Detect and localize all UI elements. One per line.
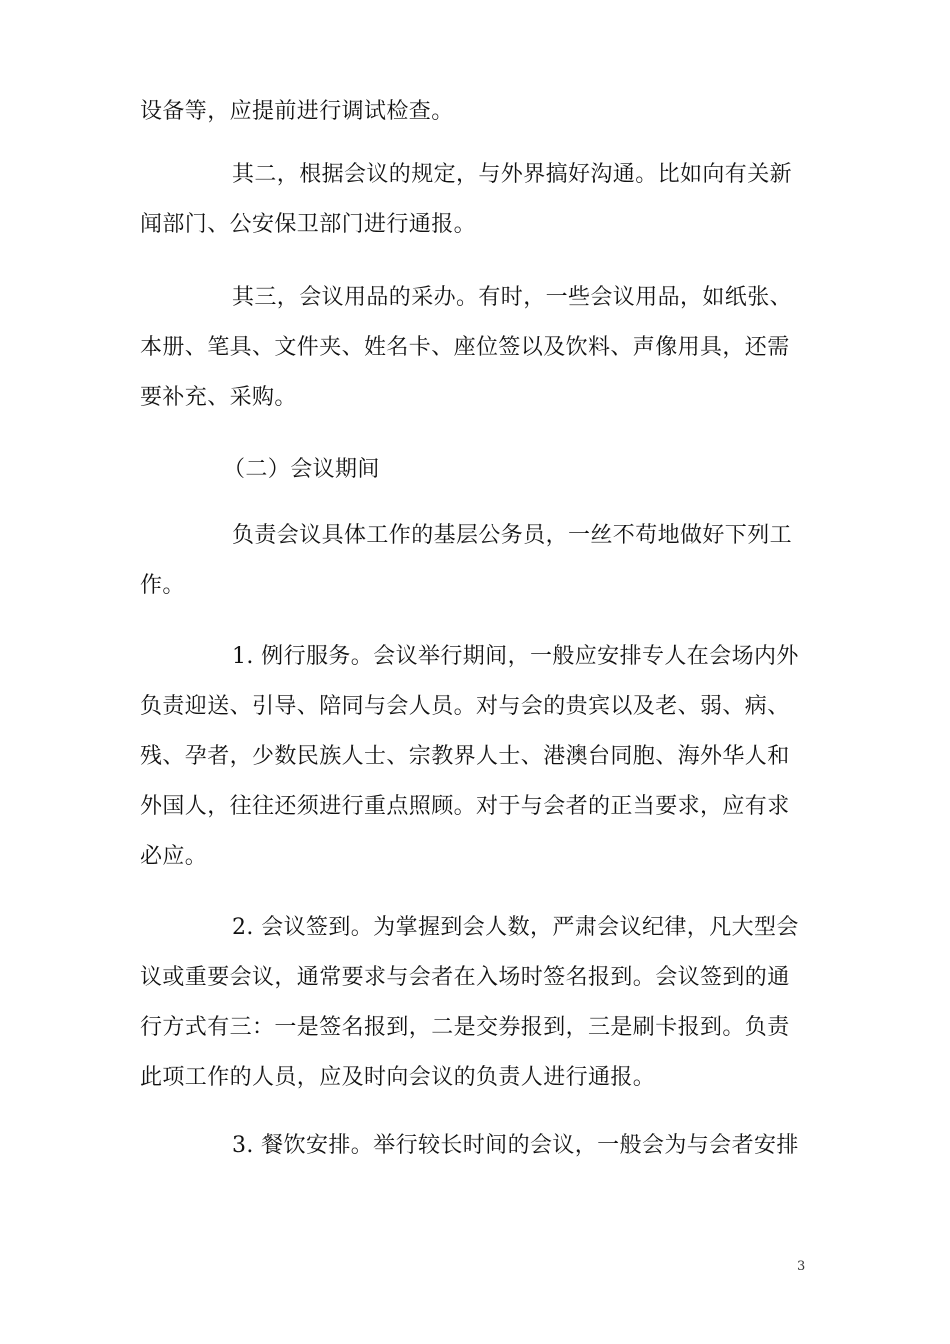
text-line: 残、孕者，少数民族人士、宗教界人士、港澳台同胞、海外华人和 xyxy=(140,744,790,769)
text-line: 作。 xyxy=(140,573,185,598)
text-line: 1. 例行服务。会议举行期间，一般应安排专人在会场内外 xyxy=(232,644,799,669)
text-line: 负责迎送、引导、陪同与会人员。对与会的贵宾以及老、弱、病、 xyxy=(140,694,790,719)
page-number: 3 xyxy=(797,1259,806,1274)
text-line: 此项工作的人员，应及时向会议的负责人进行通报。 xyxy=(140,1065,656,1090)
text-line: 本册、笔具、文件夹、姓名卡、座位签以及饮料、声像用具，还需 xyxy=(140,335,790,360)
text-line: 行方式有三：一是签名报到，二是交券报到，三是刷卡报到。负责 xyxy=(140,1015,790,1040)
text-line: 2. 会议签到。为掌握到会人数，严肃会议纪律，凡大型会 xyxy=(232,915,799,940)
text-line: 设备等，应提前进行调试检查。 xyxy=(140,99,454,124)
text-line: 必应。 xyxy=(140,844,208,869)
text-line: 负责会议具体工作的基层公务员，一丝不苟地做好下列工 xyxy=(232,523,793,548)
text-line: 其二，根据会议的规定，与外界搞好沟通。比如向有关新 xyxy=(232,162,793,187)
text-line: 其三，会议用品的采办。有时，一些会议用品，如纸张、 xyxy=(232,285,793,310)
text-line: 闻部门、公安保卫部门进行通报。 xyxy=(140,212,477,237)
text-line: 要补充、采购。 xyxy=(140,385,297,410)
section-heading: （二）会议期间 xyxy=(223,457,380,482)
text-line: 3. 餐饮安排。举行较长时间的会议，一般会为与会者安排 xyxy=(232,1133,799,1158)
text-line: 议或重要会议，通常要求与会者在入场时签名报到。会议签到的通 xyxy=(140,965,790,990)
text-line: 外国人，往往还须进行重点照顾。对于与会者的正当要求，应有求 xyxy=(140,794,790,819)
